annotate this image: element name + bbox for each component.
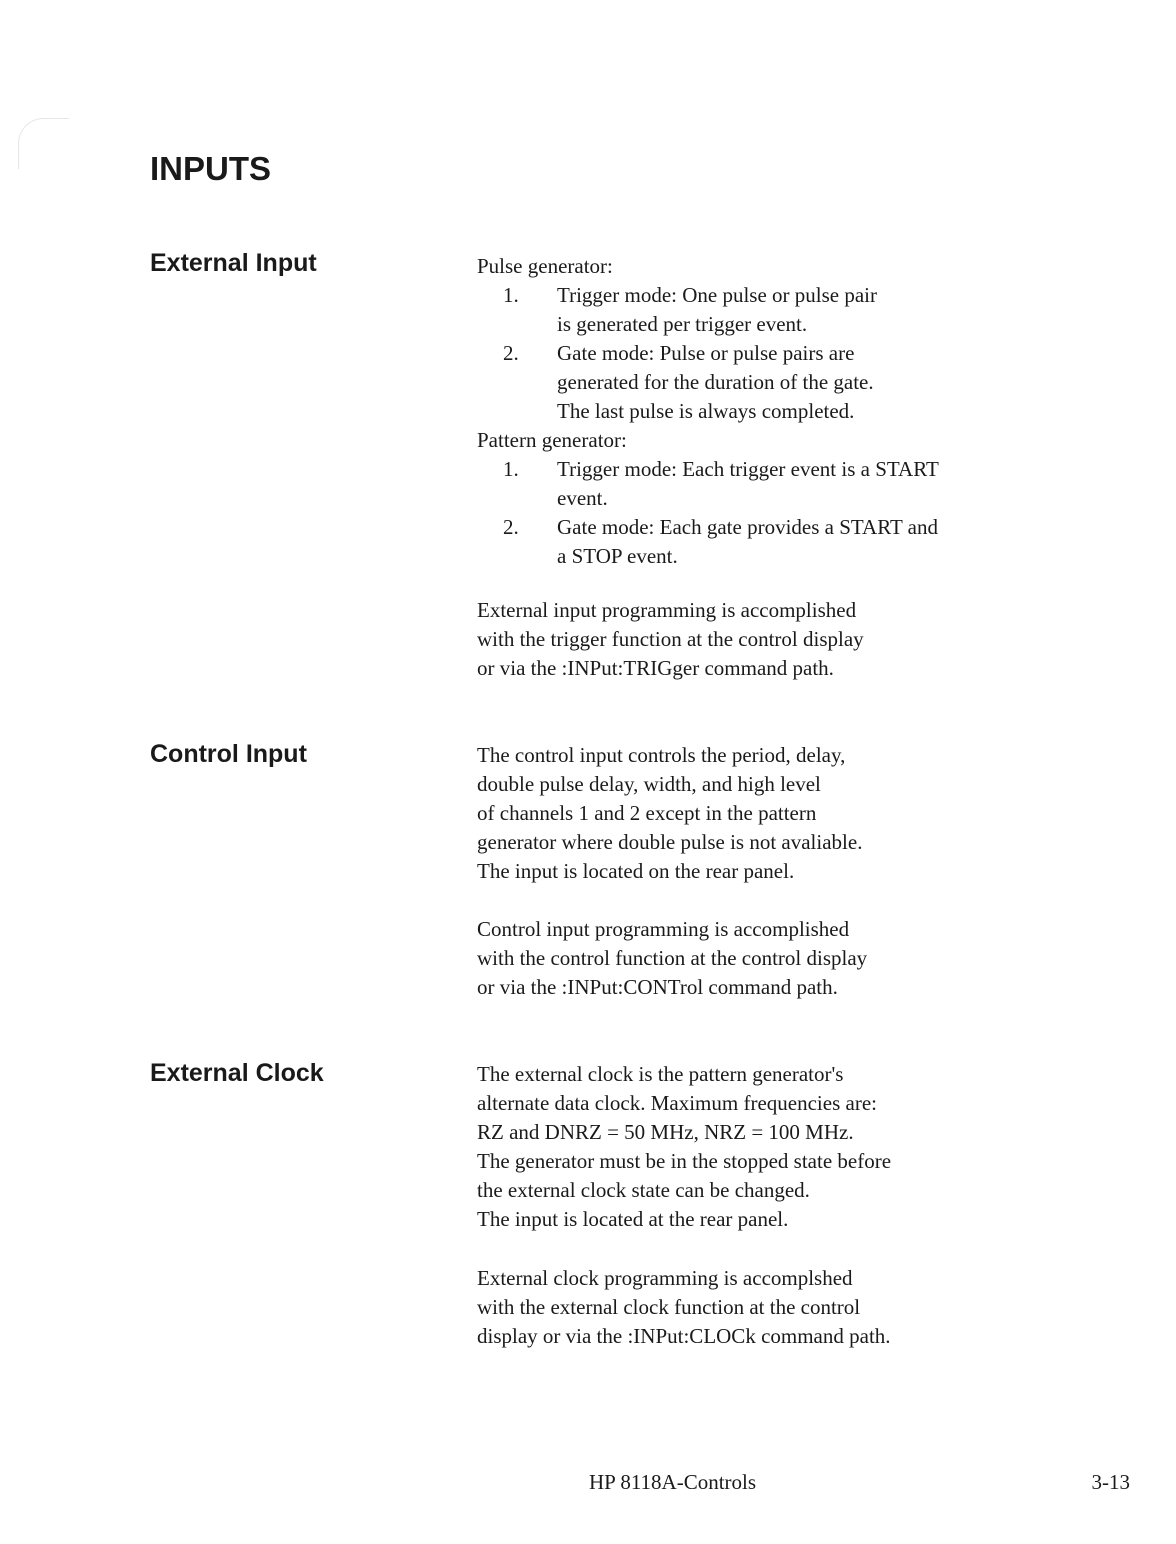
external-input-programming bbox=[477, 596, 1077, 683]
paragraph-line: External clock programming is accomplshed bbox=[477, 1266, 853, 1290]
list-item bbox=[477, 455, 1077, 513]
paragraph-line: The input is located on the rear panel. bbox=[477, 859, 795, 883]
paragraph-line: Control input programming is accomplished bbox=[477, 917, 850, 941]
list-item-line: Gate mode: Each gate provides a START and bbox=[557, 515, 938, 539]
paragraph-line: The input is located at the rear panel. bbox=[477, 1207, 789, 1231]
external-input-body bbox=[477, 252, 1077, 571]
paragraph-line: The control input controls the period, delay, bbox=[477, 743, 846, 767]
list-item bbox=[477, 281, 1077, 339]
pattern-generator-label: Pattern generator: bbox=[477, 428, 627, 452]
scan-artifact-mark bbox=[18, 118, 69, 169]
paragraph-line: with the external clock function at the control bbox=[477, 1295, 861, 1319]
list-item-number: 2. bbox=[503, 341, 519, 365]
control-input-programming bbox=[477, 915, 1077, 1002]
list-item-number: 1. bbox=[503, 457, 519, 481]
list-item-number: 2. bbox=[503, 515, 519, 539]
section-heading-external-input: External Input bbox=[150, 249, 317, 277]
external-clock-programming bbox=[477, 1264, 1077, 1351]
paragraph-line: The external clock is the pattern generator's bbox=[477, 1062, 844, 1086]
list-item-line: a STOP event. bbox=[557, 544, 678, 568]
list-item-line: event. bbox=[557, 486, 608, 510]
paragraph-line: the external clock state can be changed. bbox=[477, 1178, 810, 1202]
paragraph-line: with the trigger function at the control display bbox=[477, 627, 864, 651]
section-heading-control-input: Control Input bbox=[150, 740, 307, 768]
page-title: INPUTS bbox=[150, 150, 272, 187]
paragraph-line: double pulse delay, width, and high level bbox=[477, 772, 821, 796]
footer-document-title: HP 8118A-Controls bbox=[589, 1470, 757, 1494]
paragraph-line: alternate data clock. Maximum frequencies are: bbox=[477, 1091, 877, 1115]
paragraph-line: or via the :INPut:CONTrol command path. bbox=[477, 975, 838, 999]
paragraph-line: generator where double pulse is not avaliable. bbox=[477, 830, 863, 854]
paragraph-line: The generator must be in the stopped state before bbox=[477, 1149, 892, 1173]
list-item-line: is generated per trigger event. bbox=[557, 312, 808, 336]
paragraph-line: with the control function at the control display bbox=[477, 946, 868, 970]
paragraph-line: External input programming is accomplished bbox=[477, 598, 857, 622]
section-heading-external-clock: External Clock bbox=[150, 1059, 324, 1087]
list-item-line: The last pulse is always completed. bbox=[557, 399, 855, 423]
paragraph-line: of channels 1 and 2 except in the pattern bbox=[477, 801, 817, 825]
list-item bbox=[477, 513, 1077, 571]
list-item bbox=[477, 339, 1077, 426]
list-item-number: 1. bbox=[503, 283, 519, 307]
list-item-line: Trigger mode: One pulse or pulse pair bbox=[557, 283, 878, 307]
list-item-line: Trigger mode: Each trigger event is a START bbox=[557, 457, 939, 481]
paragraph-line: RZ and DNRZ = 50 MHz, NRZ = 100 MHz. bbox=[477, 1120, 854, 1144]
external-clock-description bbox=[477, 1060, 1077, 1234]
paragraph-line: display or via the :INPut:CLOCk command path. bbox=[477, 1324, 891, 1348]
pulse-generator-label: Pulse generator: bbox=[477, 254, 613, 278]
control-input-description bbox=[477, 741, 1077, 886]
list-item-line: Gate mode: Pulse or pulse pairs are bbox=[557, 341, 855, 365]
footer-page-number: 3-13 bbox=[1091, 1470, 1130, 1494]
paragraph-line: or via the :INPut:TRIGger command path. bbox=[477, 656, 834, 680]
list-item-line: generated for the duration of the gate. bbox=[557, 370, 874, 394]
